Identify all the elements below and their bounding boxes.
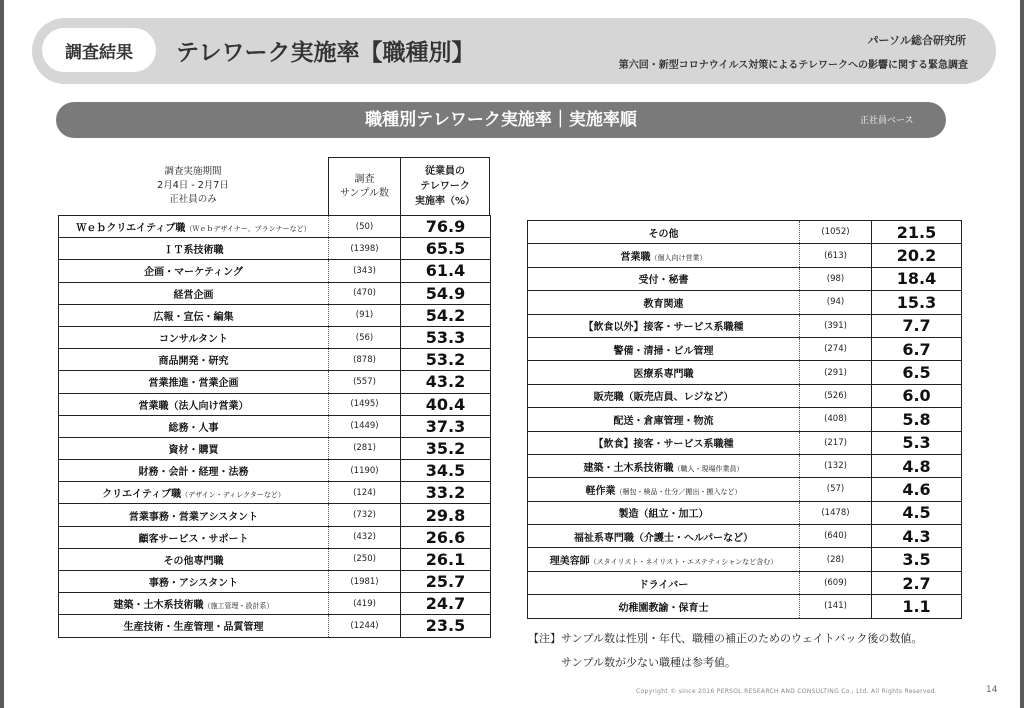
- rate-cell: 29.8: [401, 504, 491, 526]
- occupation-name: ＩＴ系技術職: [163, 245, 224, 257]
- sample-size-cell: (1244): [329, 615, 401, 637]
- occupation-name: 財務・会計・経理・法務: [138, 467, 249, 479]
- occupation-cell: [528, 244, 800, 267]
- sample-size-cell: (98): [800, 267, 872, 290]
- occupation-detail: （職人・現場作業員）: [673, 464, 744, 473]
- sample-size-cell: (57): [800, 478, 872, 501]
- survey-period-label: [58, 165, 328, 207]
- rate-cell: 15.3: [872, 291, 962, 314]
- sample-size-cell: (408): [800, 408, 872, 431]
- occupation-name: 建築・土木系技術職: [583, 462, 674, 474]
- occupation-name: 資材・購買: [168, 444, 219, 456]
- sample-size-cell: (1495): [329, 393, 401, 415]
- occupation-cell: [528, 267, 800, 290]
- rate-header-line: 従業員の: [425, 166, 465, 177]
- copyright-text: Copyright © since 2016 PERSOL RESEARCH AND CONSULTING Co., Ltd. All Rights Reserved.: [636, 688, 938, 695]
- table-row: [59, 238, 491, 260]
- occupation-cell: [59, 526, 329, 548]
- rate-cell: 40.4: [401, 393, 491, 415]
- period-line: 調査実施期間: [164, 166, 222, 177]
- occupation-detail: （施工管理・設計系）: [203, 602, 274, 611]
- occupation-name: 商品開発・研究: [158, 356, 229, 368]
- table-row: [59, 216, 491, 238]
- table-row: [528, 408, 962, 431]
- sample-size-cell: (343): [329, 260, 401, 282]
- occupation-detail: （梱包・検品・仕分／搬出・搬入など）: [615, 487, 742, 496]
- table-row: [528, 244, 962, 267]
- sample-size-cell: (124): [329, 482, 401, 504]
- occupation-cell: [59, 349, 329, 371]
- occupation-cell: [528, 361, 800, 384]
- table-row: [528, 478, 962, 501]
- occupation-name: 企画・マーケティング: [144, 267, 243, 279]
- occupation-name: 【飲食以外】接客・サービス系職種: [583, 322, 744, 334]
- occupation-name: コンサルタント: [158, 334, 229, 346]
- rate-cell: 4.3: [872, 525, 962, 548]
- rate-cell: 25.7: [401, 571, 491, 593]
- occupation-cell: [528, 221, 800, 244]
- table-row: [528, 384, 962, 407]
- slide-page: [4, 0, 1020, 708]
- occupation-cell: [528, 548, 800, 571]
- rate-cell: 61.4: [401, 260, 491, 282]
- occupation-name: その他専門職: [163, 555, 224, 567]
- table-row: [59, 415, 491, 437]
- section-pill: 調査結果: [42, 28, 156, 72]
- period-line: 2月4日 - 2月7日: [157, 180, 229, 191]
- occupation-name: 建築・土木系技術職: [113, 600, 204, 612]
- rate-cell: 5.8: [872, 408, 962, 431]
- table-row: [59, 504, 491, 526]
- occupation-name: 理美容師: [549, 556, 590, 568]
- note-line: 【注】サンプル数は性別・年代、職種の補正のためのウェイトバック後の数値。: [528, 632, 923, 645]
- rate-cell: 53.2: [401, 349, 491, 371]
- occupation-cell: [59, 437, 329, 459]
- occupation-name: 顧客サービス・サポート: [138, 533, 249, 545]
- occupation-cell: [528, 337, 800, 360]
- occupation-name: 幼稚園教諭・保育士: [618, 602, 709, 614]
- occupation-name: 広報・宣伝・編集: [153, 311, 234, 323]
- sample-size-cell: (56): [329, 326, 401, 348]
- occupation-name: 配送・倉庫管理・物流: [613, 415, 714, 427]
- rate-cell: 6.0: [872, 384, 962, 407]
- left-rate-table: [58, 215, 491, 638]
- table-row: [59, 282, 491, 304]
- occupation-cell: [59, 260, 329, 282]
- rate-header: [400, 157, 490, 215]
- occupation-cell: [528, 408, 800, 431]
- sample-size-cell: (141): [800, 595, 872, 618]
- note-line: サンプル数が少ない職種は参考値。: [561, 656, 737, 669]
- rate-header-line: テレワーク: [420, 181, 470, 192]
- sample-header-line: サンプル数: [339, 187, 390, 199]
- table-row: [528, 501, 962, 524]
- table-row: [59, 437, 491, 459]
- occupation-name: 製造（組立・加工）: [618, 509, 709, 521]
- sample-size-cell: (274): [800, 337, 872, 360]
- sample-size-cell: (91): [329, 304, 401, 326]
- occupation-cell: [528, 291, 800, 314]
- table-row: [59, 326, 491, 348]
- rate-cell: 6.7: [872, 337, 962, 360]
- table-row: [59, 548, 491, 570]
- occupation-cell: [528, 501, 800, 524]
- occupation-cell: [59, 326, 329, 348]
- occupation-name: クリエイティブ職: [102, 489, 182, 501]
- rate-cell: 53.3: [401, 326, 491, 348]
- rate-cell: 65.5: [401, 238, 491, 260]
- occupation-name: 総務・人事: [168, 422, 219, 434]
- sample-size-cell: (281): [329, 437, 401, 459]
- period-line: 正社員のみ: [169, 194, 217, 205]
- rate-cell: 4.8: [872, 454, 962, 477]
- sample-size-cell: (1190): [329, 460, 401, 482]
- table-row: [528, 548, 962, 571]
- occupation-cell: [59, 460, 329, 482]
- table-row: [59, 526, 491, 548]
- occupation-detail: （個人向け営業）: [650, 254, 707, 263]
- occupation-name: 警備・清掃・ビル管理: [613, 345, 714, 357]
- table-row: [59, 571, 491, 593]
- occupation-detail: （Ｗｅｂデザイナー、プランナーなど）: [185, 225, 311, 234]
- table-row: [59, 304, 491, 326]
- occupation-detail: （デザイン・ディレクターなど）: [181, 491, 285, 500]
- page-number: 14: [986, 685, 998, 695]
- table-row: [528, 595, 962, 618]
- table-row: [528, 361, 962, 384]
- sample-size-cell: (526): [800, 384, 872, 407]
- sample-size-cell: (419): [329, 593, 401, 615]
- rate-cell: 37.3: [401, 415, 491, 437]
- sample-size-header: [328, 157, 400, 215]
- rate-cell: 54.9: [401, 282, 491, 304]
- rate-cell: 21.5: [872, 221, 962, 244]
- table-row: [528, 454, 962, 477]
- occupation-name: その他: [648, 228, 679, 240]
- occupation-cell: [528, 384, 800, 407]
- sample-size-cell: (557): [329, 371, 401, 393]
- table-row: [59, 593, 491, 615]
- sample-size-cell: (1449): [329, 415, 401, 437]
- sample-size-cell: (391): [800, 314, 872, 337]
- occupation-cell: [59, 282, 329, 304]
- occupation-cell: [59, 504, 329, 526]
- occupation-cell: [59, 415, 329, 437]
- occupation-name: 営業推進・営業企画: [148, 378, 239, 390]
- right-rate-table: [527, 220, 962, 619]
- occupation-cell: [59, 482, 329, 504]
- occupation-cell: [59, 548, 329, 570]
- rate-cell: 43.2: [401, 371, 491, 393]
- rate-cell: 4.6: [872, 478, 962, 501]
- occupation-name: ドライバー: [638, 579, 689, 591]
- rate-cell: 33.2: [401, 482, 491, 504]
- table-row: [59, 371, 491, 393]
- occupation-name: 経営企画: [173, 289, 214, 301]
- occupation-name: 医療系専門職: [633, 369, 694, 381]
- sample-size-cell: (640): [800, 525, 872, 548]
- table-row: [528, 431, 962, 454]
- rate-cell: 2.7: [872, 571, 962, 594]
- table-row: [59, 393, 491, 415]
- table-row: [59, 482, 491, 504]
- rate-cell: 26.6: [401, 526, 491, 548]
- table-row: [59, 349, 491, 371]
- sample-size-cell: (1981): [329, 571, 401, 593]
- sample-header-line: 調査: [354, 173, 375, 185]
- occupation-cell: [59, 393, 329, 415]
- sample-size-cell: (432): [329, 526, 401, 548]
- sample-size-cell: (291): [800, 361, 872, 384]
- section-title: 職種別テレワーク実施率｜実施率順: [365, 110, 637, 130]
- sample-size-cell: (732): [329, 504, 401, 526]
- rate-cell: 6.5: [872, 361, 962, 384]
- sample-size-cell: (1478): [800, 501, 872, 524]
- rate-cell: 23.5: [401, 615, 491, 637]
- occupation-cell: [528, 571, 800, 594]
- occupation-cell: [59, 238, 329, 260]
- occupation-name: 教育関連: [643, 298, 684, 310]
- table-row: [528, 314, 962, 337]
- occupation-name: 軽作業: [585, 485, 616, 497]
- sample-size-cell: (250): [329, 548, 401, 570]
- occupation-name: 【飲食】接客・サービス系職種: [593, 439, 734, 451]
- survey-name: 第六回・新型コロナウイルス対策によるテレワークへの影響に関する緊急調査: [618, 60, 968, 71]
- occupation-cell: [59, 571, 329, 593]
- page-title: テレワーク実施率【職種別】: [176, 40, 475, 66]
- sample-size-cell: (94): [800, 291, 872, 314]
- rate-cell: 34.5: [401, 460, 491, 482]
- sample-size-cell: (1398): [329, 238, 401, 260]
- rate-cell: 5.3: [872, 431, 962, 454]
- organization-name: パーソル総合研究所: [867, 34, 966, 47]
- rate-cell: 54.2: [401, 304, 491, 326]
- table-row: [528, 525, 962, 548]
- rate-header-line: 実施率（%）: [414, 196, 476, 207]
- table-row: [59, 615, 491, 637]
- occupation-cell: [59, 216, 329, 238]
- occupation-name: Ｗｅｂクリエイティブ職: [76, 223, 186, 235]
- occupation-cell: [59, 593, 329, 615]
- table-row: [528, 571, 962, 594]
- left-table-header: [58, 157, 490, 215]
- occupation-cell: [59, 371, 329, 393]
- rate-cell: 35.2: [401, 437, 491, 459]
- base-note: 正社員ベース: [860, 116, 914, 126]
- occupation-cell: [59, 615, 329, 637]
- occupation-name: 受付・秘書: [638, 275, 689, 287]
- sample-size-cell: (878): [329, 349, 401, 371]
- rate-cell: 1.1: [872, 595, 962, 618]
- table-row: [528, 337, 962, 360]
- rate-cell: 76.9: [401, 216, 491, 238]
- occupation-name: 生産技術・生産管理・品質管理: [123, 622, 264, 634]
- table-row: [528, 221, 962, 244]
- occupation-cell: [528, 478, 800, 501]
- sample-size-cell: (50): [329, 216, 401, 238]
- occupation-name: 営業事務・営業アシスタント: [128, 511, 259, 523]
- occupation-cell: [528, 454, 800, 477]
- sample-size-cell: (609): [800, 571, 872, 594]
- sample-size-cell: (132): [800, 454, 872, 477]
- sample-size-cell: (1052): [800, 221, 872, 244]
- rate-cell: 3.5: [872, 548, 962, 571]
- occupation-cell: [528, 595, 800, 618]
- occupation-name: 販売職（販売店員、レジなど）: [593, 392, 734, 404]
- rate-cell: 18.4: [872, 267, 962, 290]
- rate-cell: 26.1: [401, 548, 491, 570]
- occupation-cell: [528, 431, 800, 454]
- rate-cell: 24.7: [401, 593, 491, 615]
- rate-cell: 7.7: [872, 314, 962, 337]
- occupation-cell: [528, 525, 800, 548]
- occupation-name: 事務・アシスタント: [148, 578, 239, 590]
- occupation-detail: （スタイリスト・ネイリスト・エステティシャンなど含む）: [589, 558, 778, 567]
- table-row: [59, 260, 491, 282]
- table-row: [528, 291, 962, 314]
- table-row: [59, 460, 491, 482]
- occupation-name: 福祉系専門職（介護士・ヘルパーなど）: [573, 532, 754, 544]
- occupation-name: 営業職（法人向け営業）: [138, 400, 249, 412]
- occupation-name: 営業職: [620, 252, 651, 264]
- occupation-cell: [59, 304, 329, 326]
- table-row: [528, 267, 962, 290]
- sample-size-cell: (28): [800, 548, 872, 571]
- sample-size-cell: (613): [800, 244, 872, 267]
- rate-cell: 20.2: [872, 244, 962, 267]
- sample-size-cell: (217): [800, 431, 872, 454]
- rate-cell: 4.5: [872, 501, 962, 524]
- occupation-cell: [528, 314, 800, 337]
- sample-size-cell: (470): [329, 282, 401, 304]
